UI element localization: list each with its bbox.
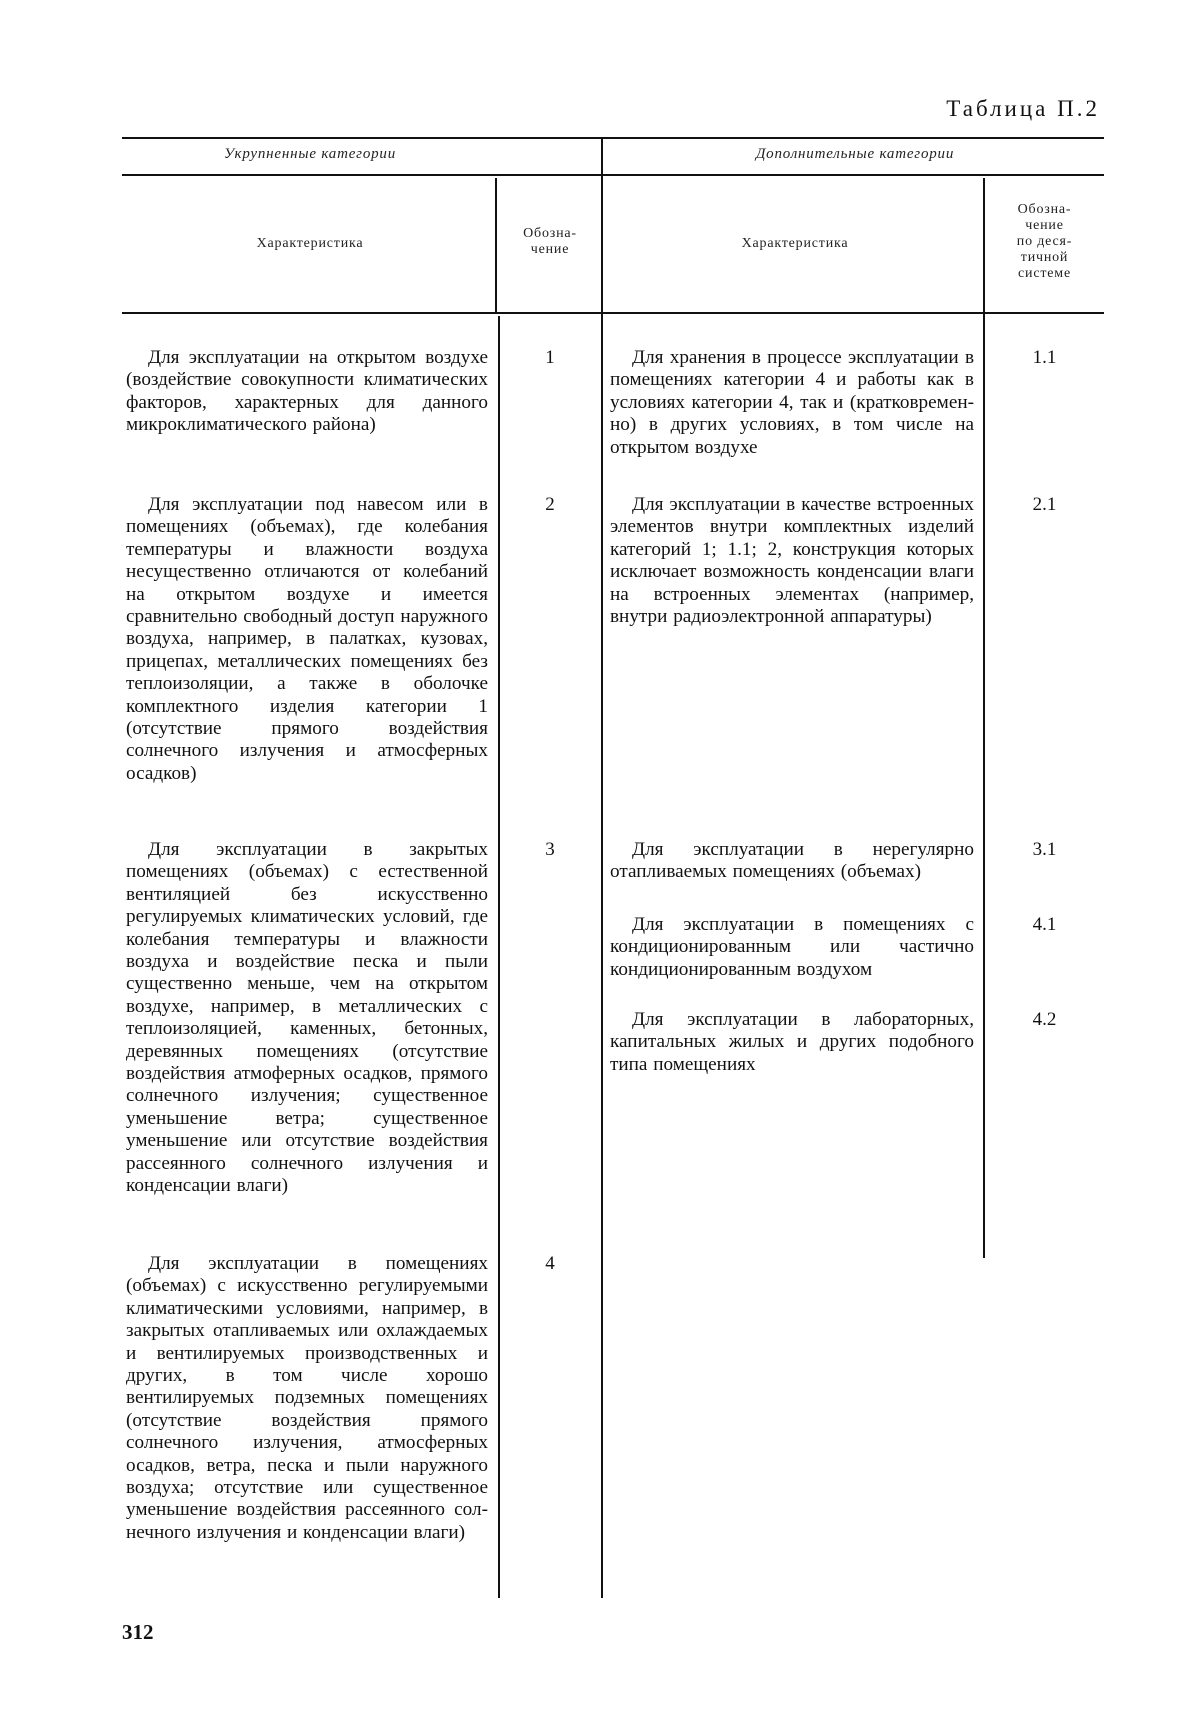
table-title: Таблица П.2 [946, 96, 1100, 121]
page-number: 312 [122, 1620, 154, 1644]
right-row-text: Для эксплуатации в лабораторных, капитальных жилых и других подобного типа помещениях [610, 1009, 974, 1075]
left-row-code: 1 [545, 347, 555, 368]
left-row-text: Для эксплуатации под навесом или в помещениях (объемах), где колебания температуры и влажности воздуха несущественно отличаются от колебаний на открытом воздухе и имеется сравнительно свободный доступ наружного воздуха, например, в палатках, кузовах, прицепах, металлических помещениях без теплоизоляции, а также в оболочке комплектного изделия категории 1 (отсутствие прямого воздействия солнечного излучения и атмосферных осадков) [126, 494, 488, 784]
left-row-code: 4 [545, 1253, 555, 1274]
right-row-code: 4.1 [1032, 914, 1057, 935]
right-row-text: Для хранения в процессе эксплуатации в помещениях категории 4 и работы как в условиях категории 4, так и (кратковременно) в других условиях, в том числе на открытом воздухе [610, 347, 974, 458]
group-header-right: Дополнительные категории [755, 146, 955, 162]
column-divider-3 [983, 178, 985, 1258]
right-row-text: Для эксплуатации в качестве встроенных элементов внутри комплектных изделий категорий 1; 1.1; 2, конструкция которых исключает возможность конденсации влаги на встроенных элементах (например, внутри радиоэлектронной аппаратуры) [610, 494, 974, 628]
column-divider-2 [601, 137, 603, 1598]
left-row-text: Для эксплуатации в закрытых помещениях (объемах) с естественной вентиляцией без искусственно регулируемых климатических условий, где колебания температуры и влажности воздуха и воздействие песка и пыли существенно меньше, чем на открытом воздухе, например, в металлических с теплоизоляцией, каменных, бетонных, деревянных помещениях (отсутствие воздействия атмоферных осадков, прямого солнечного излучения; существенное уменьшение ветра; существенное уменьшение или отсутствие воздействия рассеянного солнечного излучения и конденсации влаги) [126, 839, 488, 1197]
left-row-code: 3 [545, 839, 555, 860]
table-top-rule [122, 137, 1104, 139]
right-row-code: 1.1 [1032, 347, 1057, 368]
column-divider-1 [495, 178, 497, 314]
right-row-code: 2.1 [1032, 494, 1057, 515]
right-row-code: 4.2 [1032, 1009, 1057, 1030]
right-row-text: Для эксплуатации в нерегулярно отапливаемых помещениях (объемах) [610, 839, 974, 883]
column-header-characteristic-left: Характеристика [256, 236, 364, 251]
right-row-text: Для эксплуатации в помещениях с кондиционированным или частично кондиционированным воздухом [610, 914, 974, 980]
group-header-rule [122, 174, 1104, 176]
column-header-code-left: Обозна- чение [523, 226, 577, 257]
column-header-characteristic-right: Характеристика [741, 236, 849, 251]
group-header-left: Укрупненные категории [223, 146, 397, 162]
header-bottom-rule [122, 312, 1104, 314]
left-row-text: Для эксплуатации в помещениях (объемах) с искусственно регулируемыми климатическими условиями, например, в закрытых отапливаемых или охлаждаемых и вентилируемых производственных и других, в том числе хорошо вентилируемых подземных помещениях (отсутствие воздействия прямого солнечного излучения, атмосферных осадков, ветра, песка и пыли наружного воздуха; отсутствие или существенное уменьшение воздействия рассеянного солнечного излучения и конденсации влаги) [126, 1253, 488, 1543]
right-row-code: 3.1 [1032, 839, 1057, 860]
left-row-text: Для эксплуатации на открытом воздухе (воздействие совокупности климатических факторов, характерных для данного микроклиматического района) [126, 347, 488, 436]
column-header-code-right: Обозна- чение по деся- тичной системе [1016, 202, 1073, 281]
left-row-code: 2 [545, 494, 555, 515]
